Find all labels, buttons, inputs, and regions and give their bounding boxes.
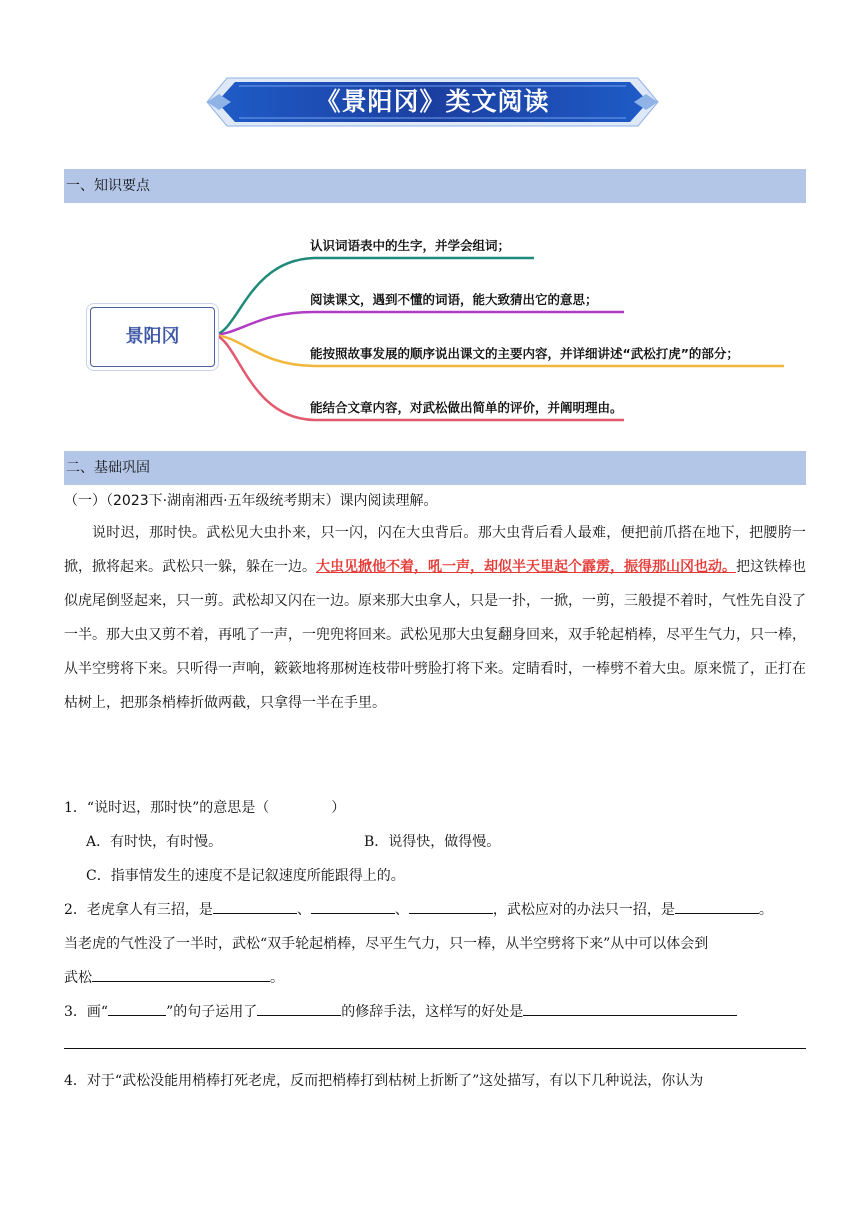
question-4: 4．对于“武松没能用梢棒打死老虎，反而把梢棒打到枯树上折断了”这处描写，有以下几种说法，你认为	[64, 1073, 704, 1089]
q1-option-a: A．有时快，有时慢。	[86, 834, 223, 850]
mindmap-branch-3: 能按照故事发展的顺序说出课文的主要内容，并详细讲述“武松打虎”的部分；	[310, 346, 739, 361]
subsection-heading: （一）（2023下·湖南湘西·五年级统考期末）课内阅读理解。	[64, 493, 438, 509]
q2-text-a: 2．老虎拿人有三招，是	[64, 902, 213, 918]
question-2-line-2: 当老虎的气性没了一半时，武松“双手轮起梢棒，尽平生气力，只一棒，从半空劈将下来”从中可以体会到	[64, 936, 709, 952]
q2-blank-3[interactable]	[409, 899, 493, 914]
question-2-line-1	[64, 899, 773, 919]
q3-blank-1[interactable]	[108, 1001, 166, 1016]
q2-text-b: ，武松应对的办法只一招，是	[492, 902, 675, 918]
section-heading-basics: 二、基础巩固	[64, 451, 806, 485]
q3-blank-3[interactable]	[523, 1001, 737, 1016]
passage-text-after: 把这铁棒也似虎尾倒竖起来，只一剪。武松却又闪在一边。原来那大虫拿人，只是一扑，一掀，一剪，三般提不着时，气性先自没了一半。那大虫又剪不着，再吼了一声，一兜兜将回来。武松见那大虫复翻身回来，双手轮起梢棒，尽平生气力，只一棒，从半空劈将下来。只听得一声响，簌簌地将那树连枝带叶劈脸打将下来。定睛看时，一棒劈不着大虫。原来慌了，正打在枯树上，把那条梢棒折做两截，只拿得一半在手里。	[64, 559, 806, 711]
passage-text-before: 说时迟，那时快。武松见大虫扑来，只一闪，闪在大虫背后。那大虫背后看人最难，便把前爪搭在地下，把腰胯一掀，掀将起来。武松只一躲，躲在一边。	[64, 525, 806, 575]
q1-option-b: B．说得快，做得慢。	[364, 834, 501, 850]
q2-blank-2[interactable]	[311, 899, 395, 914]
mindmap-branch-4: 能结合文章内容，对武松做出简单的评价，并阐明理由。	[310, 400, 623, 415]
q2-blank-5[interactable]	[92, 967, 270, 982]
q2-blank-1[interactable]	[213, 899, 297, 914]
q1-stem: 1．“说时迟，那时快”的意思是（	[64, 800, 270, 816]
q2-end-1: 。	[758, 902, 773, 918]
mindmap-branch-2: 阅读课文，遇到不懂的词语，能大致猜出它的意思；	[310, 292, 598, 307]
question-1	[64, 797, 345, 817]
q3-text-a: 3．画“	[64, 1004, 109, 1020]
q2-blank-4[interactable]	[675, 899, 759, 914]
q3-blank-2[interactable]	[257, 1001, 341, 1016]
q2-text-c: 武松	[64, 970, 92, 986]
q3-text-c: 的修辞手法，这样写的好处是	[341, 1004, 524, 1020]
passage-highlight: 大虫见掀他不着，吼一声，却似半天里起个霹雳，振得那山冈也动。	[316, 559, 736, 575]
mindmap-center-node: 景阳冈	[90, 307, 215, 367]
page-title: 《景阳冈》类文阅读	[315, 87, 550, 116]
question-3	[64, 1001, 737, 1021]
section-heading-knowledge: 一、知识要点	[64, 169, 806, 203]
reading-passage	[64, 516, 806, 720]
q1-option-c: C．指事情发生的速度不是记叙速度所能跟得上的。	[86, 868, 405, 884]
q2-end-2: 。	[270, 970, 284, 986]
question-2-line-3	[64, 967, 284, 987]
q2-sep-2: 、	[394, 902, 409, 918]
q1-stem-close: ）	[331, 800, 346, 816]
q2-sep-1: 、	[296, 902, 311, 918]
q3-answer-line[interactable]	[64, 1048, 806, 1049]
q3-text-b: ”的句子运用了	[166, 1004, 258, 1020]
mindmap-branch-1: 认识词语表中的生字，并学会组词；	[310, 238, 511, 253]
